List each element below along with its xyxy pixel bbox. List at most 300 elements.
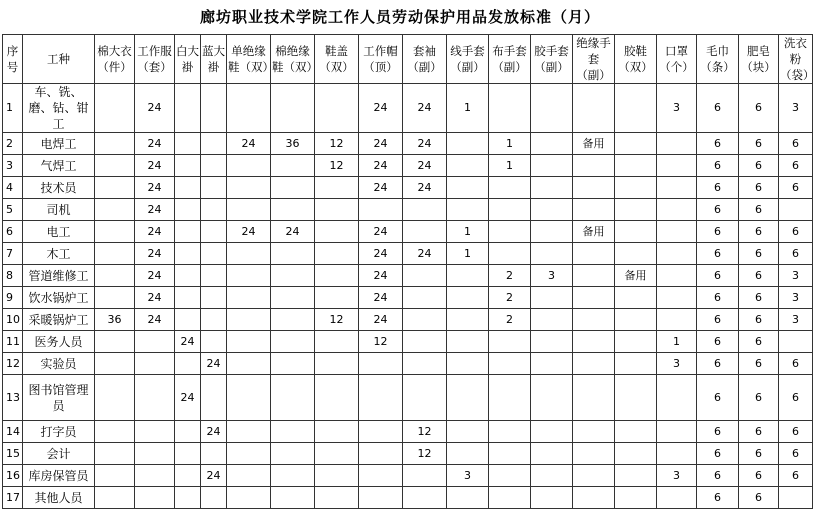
quantity-cell (657, 287, 697, 309)
quantity-cell (615, 177, 657, 199)
quantity-cell: 6 (779, 133, 813, 155)
quantity-cell (615, 353, 657, 375)
quantity-cell: 6 (697, 353, 739, 375)
quantity-cell (201, 265, 227, 287)
quantity-cell: 6 (739, 199, 779, 221)
quantity-cell (227, 487, 271, 509)
quantity-cell (573, 487, 615, 509)
quantity-cell (531, 487, 573, 509)
quantity-cell (95, 465, 135, 487)
quantity-cell: 6 (739, 487, 779, 509)
quantity-cell: 2 (489, 265, 531, 287)
quantity-cell (573, 443, 615, 465)
quantity-cell: 24 (135, 309, 175, 331)
quantity-cell (201, 243, 227, 265)
quantity-cell (573, 243, 615, 265)
quantity-cell (489, 353, 531, 375)
header-row (3, 35, 813, 84)
column-header: 口罩（个） (657, 35, 697, 84)
quantity-cell: 6 (697, 287, 739, 309)
quantity-cell (447, 487, 489, 509)
job-type-cell: 医务人员 (23, 331, 95, 353)
quantity-cell (175, 84, 201, 133)
column-header: 洗衣粉（袋） (780, 36, 815, 82)
quantity-cell: 24 (135, 133, 175, 155)
quantity-cell: 24 (227, 221, 271, 243)
row-number: 16 (3, 465, 23, 487)
quantity-cell (315, 265, 359, 287)
quantity-cell (95, 331, 135, 353)
quantity-cell (657, 155, 697, 177)
quantity-cell (531, 287, 573, 309)
table-row (3, 177, 813, 199)
table-row (3, 243, 813, 265)
quantity-cell: 6 (697, 133, 739, 155)
quantity-cell (227, 353, 271, 375)
quantity-cell (227, 243, 271, 265)
quantity-cell (489, 199, 531, 221)
quantity-cell: 1 (489, 155, 531, 177)
quantity-cell (531, 309, 573, 331)
quantity-cell (175, 353, 201, 375)
quantity-cell (447, 309, 489, 331)
job-type-cell: 采暖锅炉工 (23, 309, 95, 331)
quantity-cell (95, 421, 135, 443)
column-header: 工作帽（顶） (359, 35, 403, 84)
quantity-cell (489, 221, 531, 243)
quantity-cell: 24 (135, 243, 175, 265)
quantity-cell: 6 (739, 309, 779, 331)
quantity-cell (489, 331, 531, 353)
quantity-cell (271, 375, 315, 421)
row-number: 5 (3, 199, 23, 221)
column-header: 单绝缘鞋（双） (227, 35, 271, 84)
quantity-cell: 24 (359, 265, 403, 287)
quantity-cell (315, 443, 359, 465)
quantity-cell: 3 (657, 465, 697, 487)
quantity-cell (95, 243, 135, 265)
table-row (3, 465, 813, 487)
quantity-cell: 3 (657, 84, 697, 133)
quantity-cell: 1 (447, 221, 489, 243)
table-row (3, 133, 813, 155)
quantity-cell (135, 487, 175, 509)
quantity-cell (403, 199, 447, 221)
table-row (3, 443, 813, 465)
quantity-cell: 3 (779, 287, 813, 309)
quantity-cell (531, 331, 573, 353)
quantity-cell (271, 287, 315, 309)
row-number: 1 (3, 84, 23, 133)
quantity-cell: 6 (697, 309, 739, 331)
quantity-cell: 24 (403, 243, 447, 265)
quantity-cell (573, 199, 615, 221)
quantity-cell: 1 (447, 84, 489, 133)
quantity-cell: 3 (531, 265, 573, 287)
quantity-cell (779, 199, 813, 221)
quantity-cell: 24 (359, 221, 403, 243)
quantity-cell (315, 465, 359, 487)
quantity-cell (531, 155, 573, 177)
quantity-cell (403, 353, 447, 375)
quantity-cell: 24 (359, 177, 403, 199)
quantity-cell (227, 287, 271, 309)
quantity-cell (201, 177, 227, 199)
table-row (3, 155, 813, 177)
quantity-cell: 6 (739, 465, 779, 487)
quantity-cell (271, 465, 315, 487)
quantity-cell: 6 (697, 199, 739, 221)
column-header: 肥皂（块） (739, 35, 779, 84)
quantity-cell: 24 (135, 265, 175, 287)
quantity-cell (573, 465, 615, 487)
quantity-cell: 6 (697, 221, 739, 243)
quantity-cell: 6 (697, 421, 739, 443)
quantity-cell (657, 199, 697, 221)
quantity-cell (175, 487, 201, 509)
quantity-cell (489, 465, 531, 487)
quantity-cell: 24 (403, 133, 447, 155)
quantity-cell: 6 (739, 353, 779, 375)
row-number: 14 (3, 421, 23, 443)
quantity-cell (403, 465, 447, 487)
quantity-cell (403, 375, 447, 421)
quantity-cell (447, 421, 489, 443)
row-number: 4 (3, 177, 23, 199)
quantity-cell (531, 443, 573, 465)
quantity-cell (615, 309, 657, 331)
quantity-cell (201, 487, 227, 509)
quantity-cell: 6 (739, 331, 779, 353)
quantity-cell: 12 (403, 443, 447, 465)
quantity-cell (359, 353, 403, 375)
column-header: 工作服（套） (135, 35, 175, 84)
quantity-cell (95, 443, 135, 465)
quantity-cell (227, 177, 271, 199)
quantity-cell (403, 221, 447, 243)
quantity-cell: 6 (697, 155, 739, 177)
quantity-cell (615, 199, 657, 221)
quantity-cell (573, 421, 615, 443)
row-number: 8 (3, 265, 23, 287)
quantity-cell (227, 265, 271, 287)
quantity-cell (201, 443, 227, 465)
quantity-cell: 6 (739, 443, 779, 465)
quantity-cell (95, 133, 135, 155)
job-type-cell: 车、铣、磨、钻、钳工 (23, 84, 95, 133)
quantity-cell: 24 (135, 221, 175, 243)
quantity-cell (403, 487, 447, 509)
quantity-cell (573, 287, 615, 309)
column-header: 序号 (3, 35, 23, 84)
quantity-cell: 6 (697, 487, 739, 509)
quantity-cell (271, 84, 315, 133)
job-type-cell: 电焊工 (23, 133, 95, 155)
quantity-cell (201, 309, 227, 331)
document-title: 廊坊职业技术学院工作人员劳动保护用品发放标准（月） (199, 8, 600, 26)
quantity-cell (315, 243, 359, 265)
quantity-cell (175, 265, 201, 287)
quantity-cell: 12 (403, 421, 447, 443)
quantity-cell (447, 443, 489, 465)
quantity-cell (315, 375, 359, 421)
job-type-cell: 木工 (23, 243, 95, 265)
quantity-cell (175, 287, 201, 309)
quantity-cell: 24 (359, 133, 403, 155)
quantity-cell: 24 (135, 177, 175, 199)
quantity-cell (615, 133, 657, 155)
quantity-cell (201, 375, 227, 421)
job-type-cell: 库房保管员 (23, 465, 95, 487)
quantity-cell: 6 (739, 221, 779, 243)
quantity-cell: 6 (779, 177, 813, 199)
quantity-cell: 6 (697, 331, 739, 353)
table-row (3, 199, 813, 221)
quantity-cell (227, 331, 271, 353)
quantity-cell (615, 331, 657, 353)
table-row (3, 421, 813, 443)
quantity-cell (95, 353, 135, 375)
quantity-cell (779, 487, 813, 509)
column-header: 胶手套（副） (531, 35, 573, 84)
quantity-cell (615, 375, 657, 421)
quantity-cell: 24 (201, 421, 227, 443)
quantity-cell (615, 243, 657, 265)
quantity-cell: 备用 (573, 133, 615, 155)
quantity-cell (135, 353, 175, 375)
quantity-cell: 6 (739, 375, 779, 421)
quantity-cell (531, 421, 573, 443)
quantity-cell (489, 243, 531, 265)
quantity-cell (573, 331, 615, 353)
quantity-cell (531, 243, 573, 265)
quantity-cell (657, 243, 697, 265)
quantity-cell: 6 (739, 421, 779, 443)
quantity-cell (573, 375, 615, 421)
quantity-cell: 6 (697, 243, 739, 265)
quantity-cell (531, 199, 573, 221)
quantity-cell: 6 (697, 177, 739, 199)
row-number: 6 (3, 221, 23, 243)
quantity-cell (315, 353, 359, 375)
quantity-cell (531, 133, 573, 155)
quantity-cell (657, 133, 697, 155)
quantity-cell (95, 287, 135, 309)
quantity-cell (175, 443, 201, 465)
quantity-cell: 36 (95, 309, 135, 331)
quantity-cell (175, 177, 201, 199)
quantity-cell (271, 443, 315, 465)
table-row (3, 309, 813, 331)
quantity-cell (315, 177, 359, 199)
quantity-cell (227, 155, 271, 177)
quantity-cell: 6 (739, 287, 779, 309)
quantity-cell: 24 (359, 84, 403, 133)
quantity-cell (135, 443, 175, 465)
quantity-cell: 6 (779, 155, 813, 177)
quantity-cell: 6 (779, 421, 813, 443)
quantity-cell (615, 421, 657, 443)
quantity-cell (95, 375, 135, 421)
quantity-cell (403, 265, 447, 287)
row-number: 12 (3, 353, 23, 375)
quantity-cell (271, 265, 315, 287)
quantity-cell: 3 (657, 353, 697, 375)
quantity-cell (447, 155, 489, 177)
quantity-cell (271, 421, 315, 443)
table-row (3, 353, 813, 375)
quantity-cell (657, 309, 697, 331)
quantity-cell (657, 221, 697, 243)
quantity-cell (447, 199, 489, 221)
quantity-cell (271, 177, 315, 199)
quantity-cell (489, 487, 531, 509)
quantity-cell (489, 443, 531, 465)
quantity-cell (657, 487, 697, 509)
row-number: 7 (3, 243, 23, 265)
quantity-cell (657, 265, 697, 287)
column-header: 棉绝缘鞋（双） (271, 35, 315, 84)
quantity-cell (227, 199, 271, 221)
quantity-cell (201, 199, 227, 221)
quantity-cell: 24 (135, 287, 175, 309)
job-type-cell: 司机 (23, 199, 95, 221)
quantity-cell: 12 (315, 309, 359, 331)
quantity-cell (657, 177, 697, 199)
quantity-cell: 6 (739, 243, 779, 265)
quantity-cell: 6 (779, 353, 813, 375)
quantity-cell: 24 (135, 199, 175, 221)
quantity-cell (201, 133, 227, 155)
row-number: 15 (3, 443, 23, 465)
job-type-cell: 电工 (23, 221, 95, 243)
quantity-cell (271, 155, 315, 177)
quantity-cell: 1 (657, 331, 697, 353)
quantity-cell: 6 (739, 155, 779, 177)
quantity-cell (315, 331, 359, 353)
quantity-cell (95, 487, 135, 509)
quantity-cell (175, 221, 201, 243)
quantity-cell (573, 155, 615, 177)
quantity-cell: 3 (779, 84, 813, 133)
table-row (3, 287, 813, 309)
column-header: 工种 (23, 35, 95, 84)
quantity-cell: 24 (175, 375, 201, 421)
quantity-cell (271, 199, 315, 221)
quantity-cell: 1 (489, 133, 531, 155)
quantity-cell: 6 (739, 177, 779, 199)
job-type-cell: 打字员 (23, 421, 95, 443)
job-type-cell: 会计 (23, 443, 95, 465)
row-number: 9 (3, 287, 23, 309)
quantity-cell: 备用 (573, 221, 615, 243)
quantity-cell (271, 331, 315, 353)
quantity-cell: 备用 (615, 265, 657, 287)
quantity-cell: 24 (175, 331, 201, 353)
quantity-cell (227, 375, 271, 421)
quantity-cell: 6 (779, 375, 813, 421)
quantity-cell (95, 265, 135, 287)
column-header: 鞋盖（双） (315, 35, 359, 84)
quantity-cell: 3 (779, 309, 813, 331)
quantity-cell (175, 465, 201, 487)
quantity-cell (615, 155, 657, 177)
quantity-cell (359, 465, 403, 487)
row-number: 3 (3, 155, 23, 177)
quantity-cell (489, 177, 531, 199)
table-row (3, 84, 813, 133)
quantity-cell (315, 287, 359, 309)
quantity-cell (573, 353, 615, 375)
quantity-cell (359, 199, 403, 221)
quantity-cell (227, 465, 271, 487)
quantity-cell: 24 (403, 155, 447, 177)
quantity-cell (95, 199, 135, 221)
quantity-cell (447, 375, 489, 421)
quantity-cell: 6 (779, 465, 813, 487)
quantity-cell (315, 487, 359, 509)
quantity-cell (615, 487, 657, 509)
quantity-cell: 24 (359, 309, 403, 331)
quantity-cell: 6 (739, 133, 779, 155)
table-row (3, 331, 813, 353)
quantity-cell: 24 (359, 155, 403, 177)
job-type-cell: 实验员 (23, 353, 95, 375)
table-row (3, 221, 813, 243)
quantity-cell (227, 309, 271, 331)
quantity-cell (615, 287, 657, 309)
quantity-cell (359, 443, 403, 465)
quantity-cell (175, 133, 201, 155)
quantity-cell (175, 421, 201, 443)
quantity-cell (95, 155, 135, 177)
quantity-cell: 36 (271, 133, 315, 155)
row-number: 11 (3, 331, 23, 353)
job-type-cell: 技术员 (23, 177, 95, 199)
quantity-cell (573, 265, 615, 287)
quantity-cell (447, 287, 489, 309)
quantity-cell (779, 331, 813, 353)
quantity-cell (531, 375, 573, 421)
quantity-cell (615, 84, 657, 133)
quantity-cell (135, 465, 175, 487)
quantity-cell (531, 84, 573, 133)
quantity-cell (573, 309, 615, 331)
quantity-cell (227, 84, 271, 133)
quantity-cell (315, 421, 359, 443)
column-header: 棉大衣（件） (95, 35, 135, 84)
quantity-cell (531, 221, 573, 243)
quantity-cell: 24 (201, 353, 227, 375)
quantity-cell (447, 133, 489, 155)
quantity-cell: 24 (135, 84, 175, 133)
quantity-cell: 6 (697, 375, 739, 421)
quantity-cell (315, 221, 359, 243)
job-type-cell: 其他人员 (23, 487, 95, 509)
quantity-cell: 6 (739, 265, 779, 287)
quantity-cell (271, 487, 315, 509)
quantity-cell: 24 (271, 221, 315, 243)
quantity-cell: 6 (779, 221, 813, 243)
quantity-cell (531, 465, 573, 487)
quantity-cell (573, 177, 615, 199)
quantity-cell (489, 421, 531, 443)
quantity-cell (489, 375, 531, 421)
quantity-cell: 24 (359, 243, 403, 265)
job-type-cell: 管道维修工 (23, 265, 95, 287)
quantity-cell (403, 331, 447, 353)
quantity-cell (227, 443, 271, 465)
